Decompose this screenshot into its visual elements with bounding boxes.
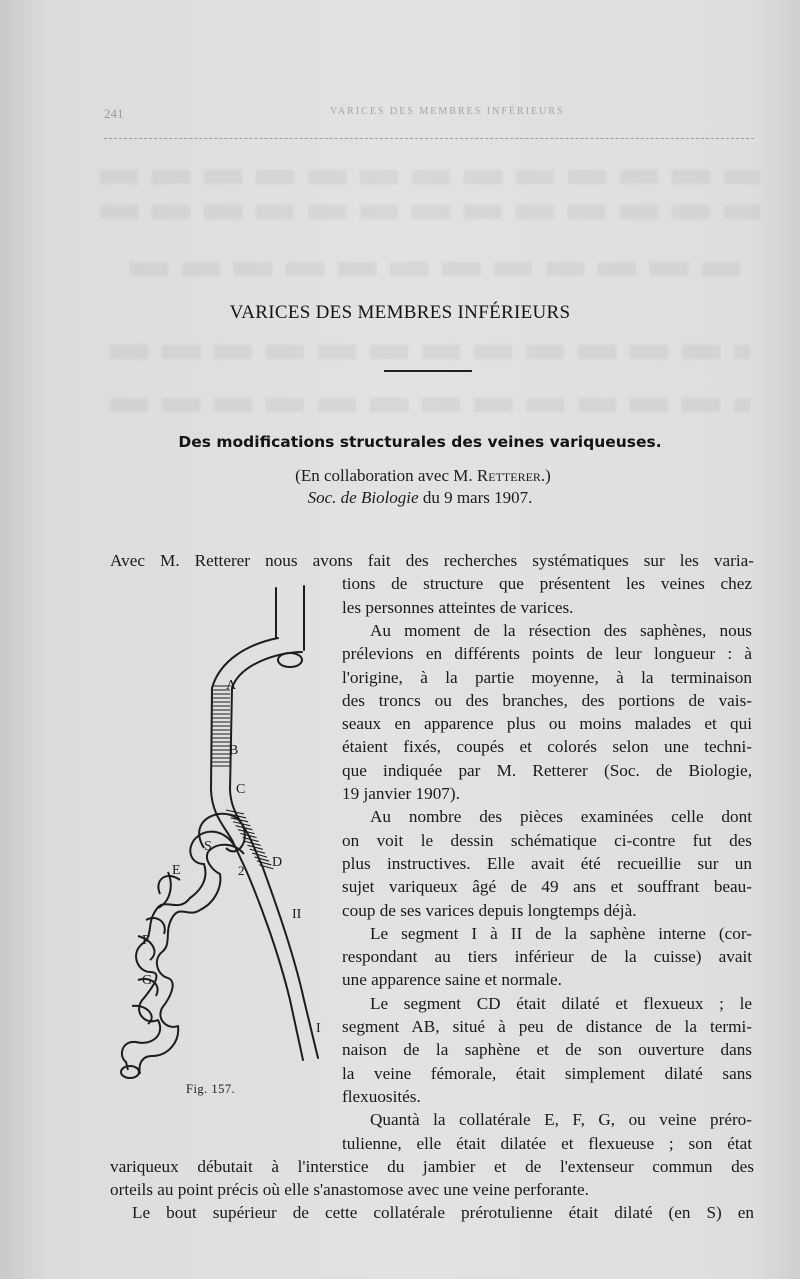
label-e: E [172,863,181,878]
show-through [110,345,750,359]
body-line: tions de structure que présentent les veines chez [342,574,752,594]
collaboration-suffix: .) [540,466,551,485]
body-line: 19 janvier 1907). [342,784,460,803]
source-citation [0,488,800,508]
show-through [110,398,750,412]
body-line: Le bout supérieur de cette collatérale prérotulienne était dilaté (en S) en [132,1203,754,1223]
body-line: orteils au point précis où elle s'anastomose avec une veine perforante. [110,1180,589,1200]
saphenous-left-wall [211,638,303,1060]
body-line: Quantà la collatérale E, F, G, ou veine préro- [370,1110,752,1130]
body-line: Le segment CD était dilaté et flexueux ; le [370,993,752,1013]
body-line: une apparence saine et normale. [342,970,562,990]
hatch-line [255,857,270,861]
label-ii: II [292,907,302,922]
label-i: I [316,1021,321,1036]
show-through [130,262,750,276]
collateral-end-opening [121,1066,139,1078]
body-line: seaux en apparence plus ou moins malades et qui [342,714,752,734]
body-line: prélevions en différents points de leur longueur : à [342,644,752,664]
body-line: naison de la saphène et de son ouverture dans [342,1040,752,1060]
body-line: segment AB, situé à peu de distance de la termi- [342,1017,752,1036]
label-2: 2 [238,863,245,878]
label-g: G [142,973,153,988]
body-line: Avec M. Retterer nous avons fait des recherches systématiques sur les varia- [110,551,754,570]
figure-157 [108,580,340,1100]
running-head: VARICES DES MEMBRES INFÉRIEURS [330,106,565,117]
collaboration-note [0,466,800,486]
body-line: tulienne, elle était dilatée et flexueuse ; son état [342,1133,752,1153]
body-line: Au moment de la résection des saphènes, nous [370,620,752,640]
body-line: les personnes atteintes de varices. [342,597,574,617]
label-d: D [272,855,283,870]
label-b: B [229,743,239,758]
body-line: plus instructives. Elle avait été recueillie sur un [342,853,752,873]
body-line: étaient fixés, coupés et colorés selon une techni- [342,737,752,757]
collaborator-name: Retterer [476,466,541,485]
label-c: C [236,782,246,797]
source-journal: Soc. de Biologie [307,488,419,507]
header-rule [104,138,754,139]
figure-caption: Fig. 157. [186,1082,236,1096]
body-line: Le segment I à II de la saphène interne (cor- [370,923,752,943]
show-through [100,205,760,219]
body-line: on voit le dessin schématique ci-contre fut des [342,830,752,850]
body-line: flexuosités. [342,1086,421,1106]
body-line: variqueux débutait à l'interstice du jambier et de l'extenseur commun des [110,1156,754,1176]
label-a: A [226,678,237,693]
section-title: VARICES DES MEMBRES INFÉRIEURS [229,302,571,323]
label-s: S [204,839,212,854]
label-f: F [142,933,150,948]
body-line: l'origine, à la partie moyenne, à la terminaison [342,667,752,687]
article-title: Des modifications structurales des veines variqueuses. [178,433,662,451]
body-line: des troncs ou des branches, des portions de vais- [342,690,752,710]
collaboration-prefix: (En collaboration avec M. [295,466,477,485]
body-line: Au nombre des pièces examinées celle dont [370,807,752,827]
title-divider [384,370,472,372]
source-date: du 9 mars 1907. [418,488,533,507]
body-line: la veine fémorale, était simplement dilaté sans [342,1063,752,1083]
page-number: 241 [104,106,124,121]
hatch-line [257,861,271,865]
body-line: coup de ses varices depuis longtemps déjà. [342,900,637,920]
show-through [100,170,760,184]
body-line: respondant au tiers inférieur de la cuisse) avait [342,947,752,967]
body-line: sujet variqueux âgé de 49 ans et souffrant beau- [342,877,752,897]
body-line: que indiquée par M. Retterer (Soc. de Biologie, [342,760,752,780]
